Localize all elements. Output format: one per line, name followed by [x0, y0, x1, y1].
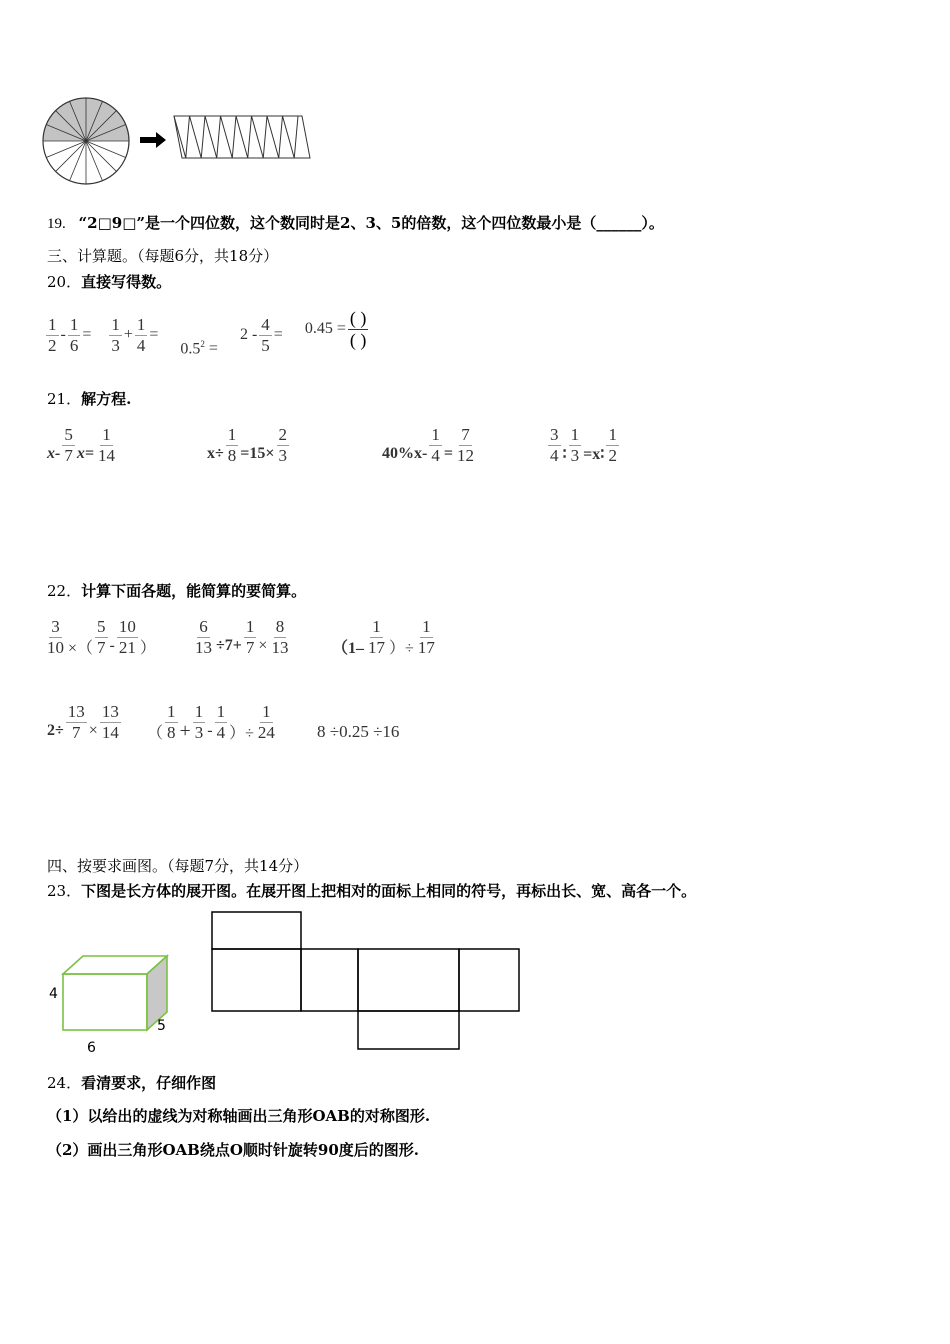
fraction: $\frac{7}{12}$ [456, 424, 474, 465]
q22-expr-3: （1– $\frac{1}{17}$ ）÷ $\frac{1}{17}$ [332, 616, 435, 657]
q23-number: 23． [47, 882, 82, 900]
fraction: $\frac{3}{4}$ [550, 424, 559, 465]
q21-eq3: 40%x- $\frac{1}{4}$ = $\frac{7}{12}$ [382, 424, 474, 465]
section4-title: 四、按要求画图。（每题7分，共14分） [47, 857, 309, 875]
fraction: $\frac{1}{7}$ [245, 616, 255, 657]
q24-heading [47, 1072, 216, 1093]
q20-item-5: 0.45 = $\frac{( )}{( )}$ [304, 307, 367, 350]
net-face-top [212, 912, 301, 949]
q20-item-1: $\frac{1}{2}$ - $\frac{1}{6}$ = [48, 314, 92, 355]
fraction: $\frac{13}{7}$ [67, 701, 85, 742]
fraction: $\frac{1}{17}$ [368, 616, 386, 657]
fraction: $\frac{1}{8}$ [227, 424, 237, 465]
fraction: $\frac{5}{7}$ [97, 616, 106, 657]
q20-title: 直接写得数。 [81, 273, 172, 291]
fraction: $\frac{1}{4}$ [431, 424, 440, 465]
q22-expr-1: $\frac{3}{10}$ ×（ $\frac{5}{7}$ - $\frac{10}{21}$ ） [47, 616, 156, 657]
q21-eq1: x- $\frac{5}{7}$ x= $\frac{1}{14}$ [47, 424, 115, 465]
net-face-bottom [358, 1011, 459, 1049]
q20-row [46, 307, 368, 360]
fraction: $\frac{13}{14}$ [101, 701, 119, 742]
net-face-middle-left [301, 949, 358, 1011]
fraction: $\frac{1}{2}$ [608, 424, 617, 465]
q22-expr-6: 8 ÷0.25 ÷16 [317, 722, 400, 741]
circle-sectors-figure [40, 95, 130, 190]
q19-number: 19. [47, 216, 66, 232]
sector-zigzag [174, 116, 298, 158]
q21-heading [47, 388, 131, 409]
fraction: $\frac{1}{4}$ [136, 314, 146, 355]
cuboid-net-figure [210, 910, 525, 1055]
q20-item-4: 2 - $\frac{4}{5}$ = [239, 314, 283, 355]
q19-line [47, 212, 664, 233]
fraction: $\frac{1}{24}$ [257, 701, 275, 742]
q22-title: 计算下面各题，能简算的要简算。 [81, 582, 307, 600]
dim-height-label: 4 [49, 986, 58, 1002]
q20-heading [47, 271, 171, 292]
fraction: $\frac{6}{13}$ [195, 616, 212, 657]
sector-line [56, 141, 86, 171]
fraction: $\frac{10}{21}$ [118, 616, 136, 657]
net-face-left [212, 949, 301, 1011]
q22-number: 22． [47, 582, 82, 600]
net-face-center [358, 949, 459, 1011]
fraction: $\frac{5}{7}$ [64, 424, 73, 465]
q22-expr-5: （ $\frac{1}{8}$ + $\frac{1}{3}$ - $\frac{1}{4}$ ）÷ $\frac{1}{24}$ [147, 701, 275, 742]
q21-eq4: $\frac{3}{4}$ ∶ $\frac{1}{3}$ =x∶ $\frac{1}{2}$ [550, 424, 617, 465]
cuboid-front-face [63, 974, 147, 1030]
q21-eq2: x÷ $\frac{1}{8}$ =15× $\frac{2}{3}$ [207, 424, 288, 465]
q21-title: 解方程. [81, 390, 132, 408]
rearranged-sectors-figure [172, 114, 307, 162]
fraction: $\frac{1}{3}$ [194, 701, 204, 742]
fraction: $\frac{4}{5}$ [261, 314, 270, 355]
sector-line [86, 141, 116, 171]
dim-length-label: 6 [87, 1040, 96, 1056]
q23-line [47, 880, 696, 901]
q20-item-2: $\frac{1}{3}$ + $\frac{1}{4}$ = [111, 314, 159, 355]
fraction: $\frac{2}{3}$ [278, 424, 288, 465]
q22-heading [47, 580, 306, 601]
q24-requirement-1: （1）以给出的虚线为对称轴画出三角形OAB的对称图形. [47, 1107, 431, 1125]
cuboid-figure [45, 950, 180, 1060]
q22-expr-2: $\frac{6}{13}$ ÷7+ $\frac{1}{7}$ × $\frac{8}{13}$ [195, 616, 289, 657]
q20-item-3: $0.5^2$ = [180, 339, 218, 358]
fraction-blank: $\frac{( )}{( )}$ [349, 307, 367, 350]
q24-number: 24． [47, 1074, 82, 1092]
fraction: $\frac{8}{13}$ [271, 616, 289, 657]
fraction: $\frac{1}{14}$ [97, 424, 115, 465]
q24-title: 看清要求，仔细作图 [81, 1074, 217, 1092]
fraction: $\frac{1}{3}$ [111, 314, 120, 355]
dim-width-label: 5 [157, 1018, 166, 1034]
fraction: $\frac{1}{6}$ [69, 314, 79, 355]
fraction: $\frac{1}{2}$ [48, 314, 57, 355]
fraction: $\frac{1}{8}$ [167, 701, 176, 742]
fraction: $\frac{3}{10}$ [47, 616, 64, 657]
q20-number: 20． [47, 273, 82, 291]
q23-text: 下图是长方体的展开图。在展开图上把相对的面标上相同的符号，再标出长、宽、高各一个。 [81, 882, 697, 900]
fraction: $\frac{1}{4}$ [216, 701, 226, 742]
section3-title: 三、计算题。（每题6分，共18分） [47, 247, 279, 265]
arrow-right-icon [140, 132, 168, 148]
q21-number: 21． [47, 390, 82, 408]
q22-expr-4: 2÷ $\frac{13}{7}$ × $\frac{13}{14}$ [47, 701, 119, 742]
net-face-right [459, 949, 519, 1011]
q19-text: “2□9□”是一个四位数，这个数同时是2、3、5的倍数，这个四位数最小是（______）。 [78, 214, 664, 232]
fraction: $\frac{1}{17}$ [417, 616, 435, 657]
fraction: $\frac{1}{3}$ [570, 424, 580, 465]
q24-requirement-2: （2）画出三角形OAB绕点O顺时针旋转90度后的图形. [47, 1141, 419, 1159]
